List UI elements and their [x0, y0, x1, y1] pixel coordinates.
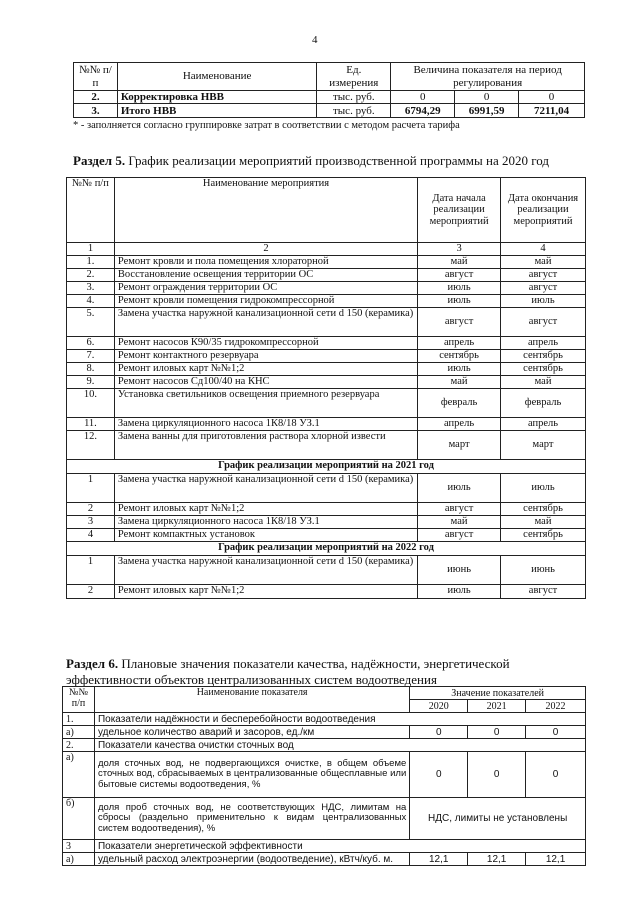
row-start: май	[418, 255, 501, 268]
section-6-title	[66, 656, 596, 689]
row-value: 0	[410, 726, 468, 739]
row-num: 10.	[67, 388, 115, 417]
row-start: май	[418, 375, 501, 388]
group-name: Показатели качества очистки сточных вод	[94, 739, 585, 752]
header-num: №№ п/п	[63, 687, 95, 713]
row-name: Ремонт контактного резервуара	[114, 349, 417, 362]
row-start: май	[418, 515, 501, 528]
row-end: август	[501, 281, 586, 294]
row-start: июль	[418, 584, 501, 598]
row-name: Замена ванны для приготовления раствора хлорной извести	[114, 430, 417, 459]
row-num: 6.	[67, 336, 115, 349]
col-number: 2	[114, 243, 417, 256]
header-name: Наименование	[117, 63, 316, 91]
row-num: б)	[63, 798, 95, 840]
col-number: 3	[418, 243, 501, 256]
row-start: июнь	[418, 555, 501, 584]
row-name: Ремонт кровли и пола помещения хлораторной	[114, 255, 417, 268]
row-end: июль	[501, 473, 586, 502]
row-value: 0	[391, 91, 455, 104]
row-end: сентябрь	[501, 362, 586, 375]
header-unit: Ед. измерения	[317, 63, 391, 91]
row-num: 9.	[67, 375, 115, 388]
row-num: 4.	[67, 294, 115, 307]
section-6-text: Плановые значения показатели качества, надёжности, энергетической эффективности объектов централизованных систем водоотведения	[66, 656, 510, 688]
row-num: 1	[67, 555, 115, 584]
row-name: Итого НВВ	[117, 104, 316, 118]
row-name: Ремонт насосов Сд100/40 на КНС	[114, 375, 417, 388]
row-start: июль	[418, 294, 501, 307]
row-num: 2	[67, 584, 115, 598]
row-num: 12.	[67, 430, 115, 459]
row-name: Ремонт кровли помещения гидрокомпрессорной	[114, 294, 417, 307]
row-value: 12,1	[468, 853, 526, 866]
row-num: 1.	[67, 255, 115, 268]
section-5-text: График реализации мероприятий производственной программы на 2020 год	[128, 153, 549, 168]
col-number: 1	[67, 243, 115, 256]
row-name: Замена участка наружной канализационной сети d 150 (керамика)	[114, 555, 417, 584]
row-name: Замена участка наружной канализационной сети d 150 (керамика)	[114, 307, 417, 336]
row-end: февраль	[501, 388, 586, 417]
header-year: 2022	[526, 700, 586, 713]
header-year: 2021	[468, 700, 526, 713]
row-num: 8.	[67, 362, 115, 375]
row-unit: тыс. руб.	[317, 104, 391, 118]
row-value: 6991,59	[455, 104, 519, 118]
row-start: сентябрь	[418, 349, 501, 362]
row-name: Ремонт ограждения территории ОС	[114, 281, 417, 294]
row-start: апрель	[418, 336, 501, 349]
footnote: * - заполняется согласно группировке затрат в соответствии с методом расчета тарифа	[73, 120, 460, 131]
row-start: август	[418, 268, 501, 281]
header-num: №№ п/п	[74, 63, 118, 91]
row-end: май	[501, 255, 586, 268]
row-end: апрель	[501, 336, 586, 349]
page-number: 4	[312, 34, 318, 46]
row-value: 7211,04	[519, 104, 585, 118]
header-end: Дата окончания реализации мероприятий	[501, 178, 586, 243]
row-name: Ремонт иловых карт №№1;2	[114, 502, 417, 515]
header-year: 2020	[410, 700, 468, 713]
row-end: май	[501, 375, 586, 388]
row-value: 0	[410, 752, 468, 798]
schedule-table	[66, 177, 586, 599]
row-name: Замена участка наружной канализационной сети d 150 (керамика)	[114, 473, 417, 502]
row-start: август	[418, 528, 501, 541]
row-value: 0	[468, 726, 526, 739]
row-end: апрель	[501, 417, 586, 430]
header-name: Наименование мероприятия	[114, 178, 417, 243]
row-num: 2.	[63, 739, 95, 752]
row-end: август	[501, 307, 586, 336]
row-unit: тыс. руб.	[317, 91, 391, 104]
header-name: Наименование показателя	[94, 687, 409, 713]
row-name: Замена циркуляционного насоса 1К8/18 УЗ.1	[114, 515, 417, 528]
group-name: Показатели энергетической эффективности	[94, 840, 585, 853]
row-end: август	[501, 584, 586, 598]
row-start: апрель	[418, 417, 501, 430]
row-num: 2.	[67, 268, 115, 281]
section-6-prefix: Раздел 6.	[66, 656, 119, 671]
row-num: 3.	[67, 281, 115, 294]
heading-2022: График реализации мероприятий на 2022 год	[67, 541, 586, 555]
row-num: 11.	[67, 417, 115, 430]
indicators-table	[62, 686, 586, 866]
row-name: Ремонт иловых карт №№1;2	[114, 362, 417, 375]
row-num: а)	[63, 853, 95, 866]
row-value: 6794,29	[391, 104, 455, 118]
row-value: 0	[455, 91, 519, 104]
row-merged-value: НДС, лимиты не установлены	[410, 798, 586, 840]
row-num: 2.	[74, 91, 118, 104]
row-value: 12,1	[410, 853, 468, 866]
row-name: Ремонт иловых карт №№1;2	[114, 584, 417, 598]
row-name: доля сточных вод, не подвергающихся очистке, в общем объеме сточных вод, сбрасываемых в централизованные общесплавные или бытовые системы водоотведения, %	[94, 752, 409, 798]
row-num: 1	[67, 473, 115, 502]
row-value: 0	[468, 752, 526, 798]
row-end: август	[501, 268, 586, 281]
row-num: 2	[67, 502, 115, 515]
section-5-title	[73, 153, 549, 169]
row-num: 7.	[67, 349, 115, 362]
row-start: июль	[418, 281, 501, 294]
row-num: а)	[63, 726, 95, 739]
row-name: удельное количество аварий и засоров, ед./км	[94, 726, 409, 739]
row-start: август	[418, 502, 501, 515]
tariff-table	[73, 62, 585, 118]
row-name: Корректировка НВВ	[117, 91, 316, 104]
row-start: июль	[418, 473, 501, 502]
row-value: 0	[519, 91, 585, 104]
row-num: 5.	[67, 307, 115, 336]
row-num: а)	[63, 752, 95, 798]
col-number: 4	[501, 243, 586, 256]
row-start: июль	[418, 362, 501, 375]
group-name: Показатели надёжности и бесперебойности водоотведения	[94, 713, 585, 726]
header-value: Значение показателей	[410, 687, 586, 700]
row-name: Ремонт насосов К90/35 гидрокомпрессорной	[114, 336, 417, 349]
section-5-prefix: Раздел 5.	[73, 153, 126, 168]
row-num: 3	[67, 515, 115, 528]
row-num: 3.	[74, 104, 118, 118]
row-end: сентябрь	[501, 502, 586, 515]
heading-2021: График реализации мероприятий на 2021 год	[67, 459, 586, 473]
row-end: май	[501, 515, 586, 528]
row-num: 1.	[63, 713, 95, 726]
row-value: 12,1	[526, 853, 586, 866]
row-end: июль	[501, 294, 586, 307]
header-value: Величина показателя на период регулирования	[391, 63, 585, 91]
row-end: март	[501, 430, 586, 459]
row-name: Ремонт компактных установок	[114, 528, 417, 541]
header-num: №№ п/п	[67, 178, 115, 243]
row-start: август	[418, 307, 501, 336]
row-num: 3	[63, 840, 95, 853]
row-end: сентябрь	[501, 528, 586, 541]
row-name: доля проб сточных вод, не соответствующих НДС, лимитам на сбросы (раздельно применительно к видам централизованных систем водоотведения), %	[94, 798, 409, 840]
row-name: удельный расход электроэнергии (водоотведение), кВтч/куб. м.	[94, 853, 409, 866]
row-value: 0	[526, 726, 586, 739]
row-start: март	[418, 430, 501, 459]
row-start: февраль	[418, 388, 501, 417]
header-start: Дата начала реализации мероприятий	[418, 178, 501, 243]
row-value: 0	[526, 752, 586, 798]
row-num: 4	[67, 528, 115, 541]
row-end: сентябрь	[501, 349, 586, 362]
row-name: Восстановление освещения территории ОС	[114, 268, 417, 281]
row-end: июнь	[501, 555, 586, 584]
row-name: Установка светильников освещения приемного резервуара	[114, 388, 417, 417]
row-name: Замена циркуляционного насоса 1К8/18 УЗ.1	[114, 417, 417, 430]
